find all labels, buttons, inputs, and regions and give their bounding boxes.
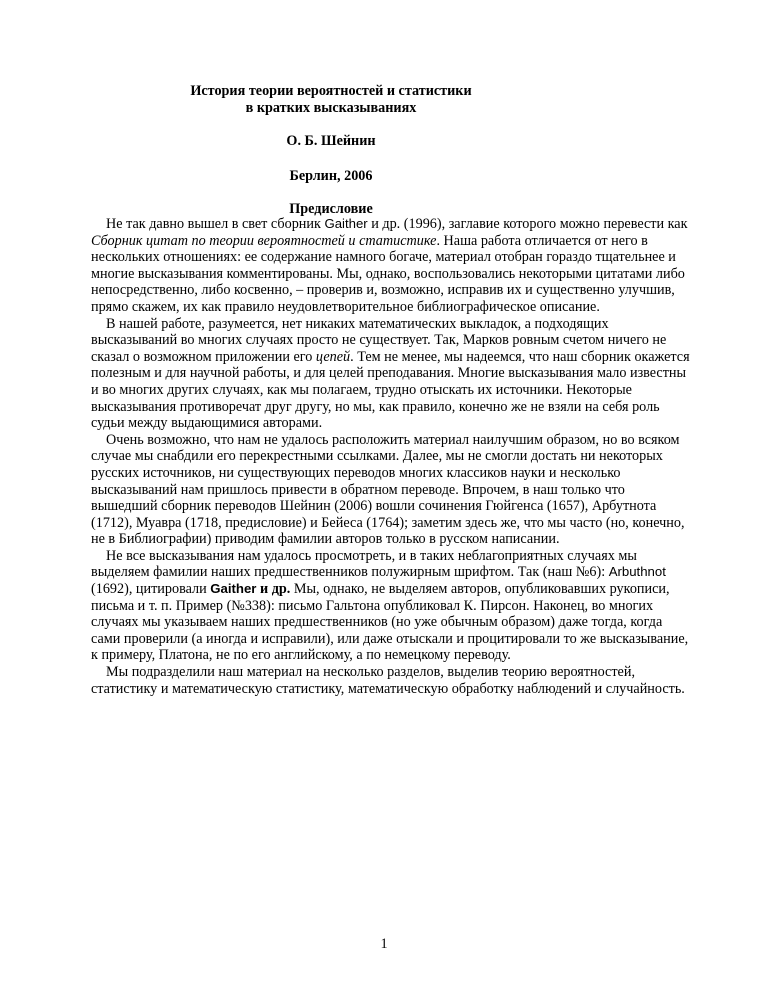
- paragraph-1-text-e: . Наша работа отличается от него в нескольких отношениях: ее содержание намного богаче, материал отобран гораздо тщательнее и многие высказывания комментированы. Мы, однако, воспользовались некоторыми цитатами либо непосредственно, либо косвенно, – проверив и, возможно, исправив их и существенно улучшив, прямо скажем, их как правило неудовлетворительное библиографическое описание.: [91, 232, 685, 315]
- paragraph-1-text-c: и др. (1996), заглавие которого можно перевести как: [367, 216, 688, 232]
- place-and-year: Берлин, 2006: [289, 168, 373, 184]
- paragraph-1-text-a: Не так давно вышел в свет сборник: [106, 216, 325, 232]
- paragraph-4-text-a: Не все высказывания нам удалось просмотреть, и в таких неблагоприятных случаях мы выделяем фамилии наших предшественников полужирным шрифтом. Так (наш №6):: [91, 547, 637, 581]
- document-title-line-2: в кратких высказываниях: [245, 100, 417, 116]
- paragraph-4-text-f: Мы, однако, не выделяем авторов, опубликовавших рукописи, письма и т. п. Пример (№338): письмо Гальтона опубликовал К. Пирсон. Наконец, во многих случаях мы указываем наших предшественников (но уже обычным образом) даже тогда, когда сами проверили (а иногда и исправили), или даже отыскали и процитировали то же высказывание, к примеру, Платона, не по его английскому, а по немецкому переводу.: [91, 581, 689, 664]
- document-title-line-1: История теории вероятностей и статистики: [190, 83, 472, 99]
- author-name: О. Б. Шейнин: [286, 133, 376, 149]
- paragraph-5: Мы подразделили наш материал на несколько разделов, выделив теорию вероятностей, статистику и математическую статистику, математическую обработку наблюдений и случайность.: [91, 664, 685, 697]
- paragraph-1: [91, 216, 691, 316]
- page-number: 1: [380, 936, 388, 952]
- paragraph-4: [91, 548, 691, 664]
- paragraph-4-bold-latin-name: Gaither: [210, 581, 257, 597]
- paragraph-2-italic-term: цепей: [315, 348, 351, 365]
- paragraph-4-text-c: (1692), цитировали: [91, 581, 211, 598]
- section-heading: Предисловие: [289, 201, 373, 217]
- paragraph-4-latin-name: Arbuthnot: [608, 564, 666, 580]
- paragraph-4-bold-text: и др.: [256, 581, 291, 598]
- paragraph-2: [91, 316, 691, 432]
- paragraph-2-text-a: В нашей работе, разумеется, нет никаких математических выкладок, а подходящих высказываний во многих случаях просто не существует. Так, Марков ровным счетом ничего не сказал о возможном приложении его: [91, 315, 667, 365]
- paragraph-1-book-title: Сборник цитат по теории вероятностей и статистике: [91, 232, 437, 249]
- paragraph-2-text-c: . Тем не менее, мы надеемся, что наш сборник окажется полезным и для научной работы, и для целей преподавания. Многие высказывания мало известны и во многих других случаях, как мы полагаем, трудно отыскать их источники. Некоторые высказывания противоречат друг другу, но мы, как правило, конечно же не взяли на себя роль судьи между выдающимися авторами.: [91, 348, 690, 432]
- paragraph-1-latin-name: Gaither: [324, 216, 368, 231]
- document-body: [91, 216, 691, 697]
- paragraph-3: Очень возможно, что нам не удалось расположить материал наилучшим образом, но во всяком случае мы снабдили его перекрестными ссылками. Далее, мы не смогли достать ни некоторых русских источников, ни существующих переводов многих классиков науки и несколько высказываний нам пришлось привести в обратном переводе. Впрочем, в наш только что вышедший сборник переводов Шейнин (2006) вошли сочинения Гюйгенса (1657), Арбутнота (1712), Муавра (1718, предисловие) и Бейеса (1764); заметим здесь же, что мы часто (но, конечно, не в Библиографии) приводим фамилии авторов только в русском написании.: [91, 431, 685, 548]
